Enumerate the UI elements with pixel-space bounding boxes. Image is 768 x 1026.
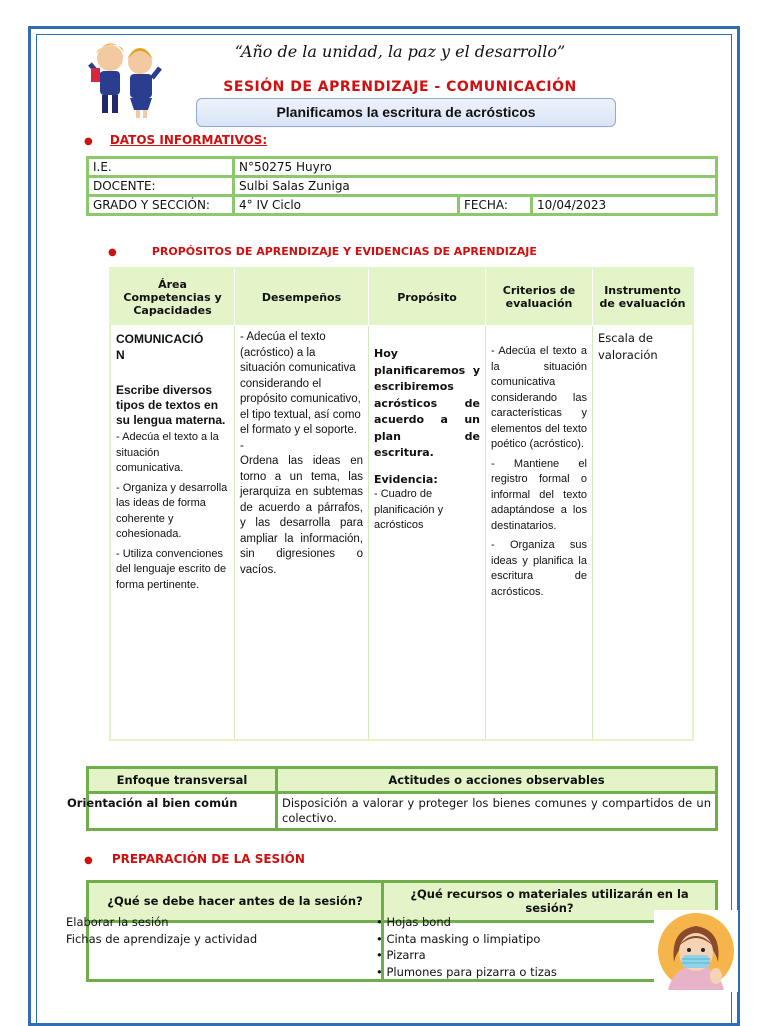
datos-heading-row	[84, 129, 267, 148]
grado-value: 4° IV Ciclo	[234, 196, 459, 215]
recursos-header: ¿Qué recursos o materiales utilizarán en la sesión?	[383, 882, 717, 922]
year-motto: “Año de la unidad, la paz y el desarrollo”	[234, 42, 566, 61]
desempeno-item: Ordena las ideas en torno a un tema, las jerarquiza en subtemas de acuerdo a párrafos, y las desarrolla para ampliar la información, sin digresiones o vacíos.	[240, 455, 363, 576]
criterio-item: - Organiza sus ideas y planifica la escritura de acrósticos.	[491, 539, 587, 598]
antes-item: Elaborar la sesión	[66, 915, 169, 929]
fecha-value: 10/04/2023	[532, 196, 717, 215]
actitud-value: Disposición a valorar y proteger los bienes comunes y compartidos de un colectivo.	[277, 793, 717, 830]
antes-list	[66, 914, 366, 947]
preparacion-heading: PREPARACIÓN DE LA SESIÓN	[111, 852, 305, 866]
header-criterios	[486, 268, 593, 326]
header-criterios-line: evaluación	[505, 297, 573, 310]
instrumento-cell: Escala de valoración	[593, 326, 694, 741]
propositos-table	[109, 267, 694, 741]
grado-label: GRADO Y SECCIÓN:	[88, 196, 234, 215]
propositos-heading: PROPÓSITOS DE APRENDIZAJE Y EVIDENCIAS DE APRENDIZAJE	[151, 245, 537, 258]
desempenos-cell	[235, 326, 369, 741]
recurso-item: • Pizarra	[376, 948, 426, 962]
header-area-line: Área	[158, 277, 187, 291]
enfoque-table	[67, 766, 718, 831]
antes-header: ¿Qué se debe hacer antes de la sesión?	[88, 882, 383, 922]
area-cell	[110, 326, 235, 741]
criterio-item: - Adecúa el texto a la situación comunicativa considerando las características y elementos del texto poético (acróstico).	[491, 345, 587, 450]
antes-item: Fichas de aprendizaje y actividad	[66, 931, 258, 946]
enfoque-text: Orientación al bien común	[67, 796, 238, 810]
capacidad-item: - Utiliza convenciones del lenguaje escrito de forma pertinente.	[116, 547, 227, 591]
header-area-line: Competencias y	[123, 290, 222, 304]
header-criterios-line: Criterios de	[502, 284, 576, 297]
header-instrumento-line: Instrumento	[604, 284, 681, 297]
enfoque-header: Enfoque transversal	[88, 768, 277, 793]
header-proposito: Propósito	[369, 268, 486, 326]
recurso-item: • Cinta masking o limpiatipo	[376, 931, 541, 946]
header-desempenos: Desempeños	[235, 268, 369, 326]
header-area-line: Capacidades	[133, 303, 212, 317]
bullet-icon: ●	[84, 136, 93, 147]
recurso-item: • Plumones para pizarra o tizas	[376, 964, 557, 979]
capacidad-item: - Adecúa el texto a la situación comunicativa.	[116, 431, 219, 474]
teacher-illustration-box	[654, 910, 738, 992]
capacidad-item: - Organiza y desarrolla las ideas de forma coherente y cohesionada.	[116, 481, 228, 540]
session-subtitle: Planificamos la escritura de acrósticos	[196, 98, 616, 127]
competencia-text: Escribe diversos tipos de textos en su lengua materna.	[116, 383, 226, 427]
preparacion-heading-row	[84, 848, 305, 867]
session-title: SESIÓN DE APRENDIZAJE - COMUNICACIÓN	[223, 79, 577, 95]
actitudes-header: Actitudes o acciones observables	[277, 768, 717, 793]
criterios-cell	[486, 326, 593, 741]
criterio-item: - Mantiene el registro formal o informal del texto adaptándose a los destinatarios.	[491, 457, 587, 532]
propositos-heading-row	[108, 240, 668, 259]
proposito-text: Hoy planificaremos y escribiremos acrósticos de acuerdo a un plan de escritura.	[374, 347, 480, 459]
desempeno-item: -	[240, 439, 244, 452]
bullet-icon: ●	[108, 247, 117, 258]
proposito-cell	[369, 326, 486, 741]
fecha-label: FECHA:	[459, 196, 532, 215]
datos-table	[86, 156, 718, 216]
datos-heading: DATOS INFORMATIVOS:	[109, 133, 268, 147]
header-instrumento-line: de evaluación	[599, 297, 686, 310]
teacher-mask-illustration	[654, 910, 738, 992]
enfoque-value	[67, 793, 277, 830]
recurso-item: • Hojas bond	[376, 915, 451, 929]
area-name	[116, 332, 229, 363]
bullet-icon: ●	[84, 855, 93, 866]
recursos-list	[376, 914, 646, 980]
ie-label: I.E.	[88, 158, 234, 177]
area-name-line: N	[116, 347, 125, 362]
evidencia-text: - Cuadro de planificación y acrósticos	[374, 488, 444, 531]
area-name-line: COMUNICACIÓ	[116, 332, 204, 346]
docente-value: Sulbi Salas Zuniga	[234, 177, 717, 196]
ie-value: N°50275 Huyro	[234, 158, 717, 177]
desempeno-item: - Adecúa el texto (acróstico) a la situación comunicativa considerando el propósito comunicativo, el tipo textual, así como el formato y el soporte.	[240, 331, 361, 436]
header-area	[110, 268, 235, 326]
evidencia-label: Evidencia:	[374, 472, 438, 486]
docente-label: DOCENTE:	[88, 177, 234, 196]
header-instrumento	[593, 268, 694, 326]
